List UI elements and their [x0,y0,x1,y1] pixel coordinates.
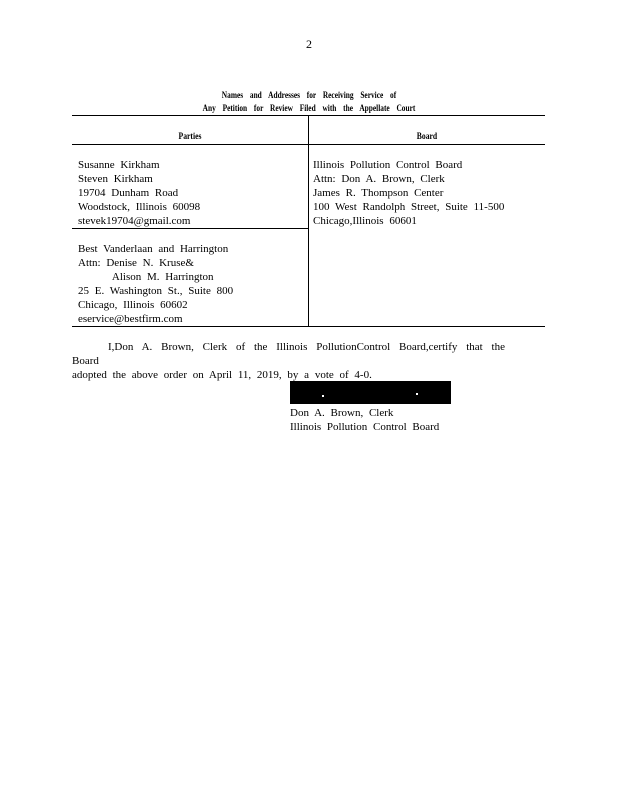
board-column-header: Board [416,131,438,141]
clerk-certification [72,340,505,382]
page-number: 2 [306,37,312,51]
board-address: Illinois Pollution Control Board Attn: Don A. Brown, Clerk James R. Thompson Center 100 West Randolph Street, Suite 11-500 Chicago,Illinois 60601 [313,159,505,227]
signature-speck [322,395,324,397]
certification-line-1: I,Don A. Brown, Clerk of the Illinois PollutionControl Board,certify that the Board [72,341,505,367]
signer-organization: Illinois Pollution Control Board [290,421,440,433]
header-divider [72,144,545,145]
service-address-table [72,115,545,327]
signer-block [290,406,439,434]
service-heading-line-2: Any Petition for Review Filed with the Appellate Court [202,103,416,113]
column-divider [308,116,309,326]
certification-line-2: adopted the above order on April 11, 2019, by a vote of 4-0. [72,369,372,381]
redacted-signature [290,381,451,404]
party-kirkham-address: Susanne Kirkham Steven Kirkham 19704 Dunham Road Woodstock, Illinois 60098 stevek19704@gmail.com [78,159,201,227]
signer-name: Don A. Brown, Clerk [290,407,394,419]
party-counsel-address: Best Vanderlaan and Harrington Attn: Denise N. Kruse& Alison M. Harrington 25 E. Washington St., Suite 800 Chicago, Illinois 60602 eservice@bestfirm.com [78,243,234,325]
signature-speck [416,393,418,395]
parties-column-header: Parties [178,131,202,141]
parties-divider [72,228,308,229]
service-heading-line-1: Names and Addresses for Receiving Service of [221,90,397,100]
